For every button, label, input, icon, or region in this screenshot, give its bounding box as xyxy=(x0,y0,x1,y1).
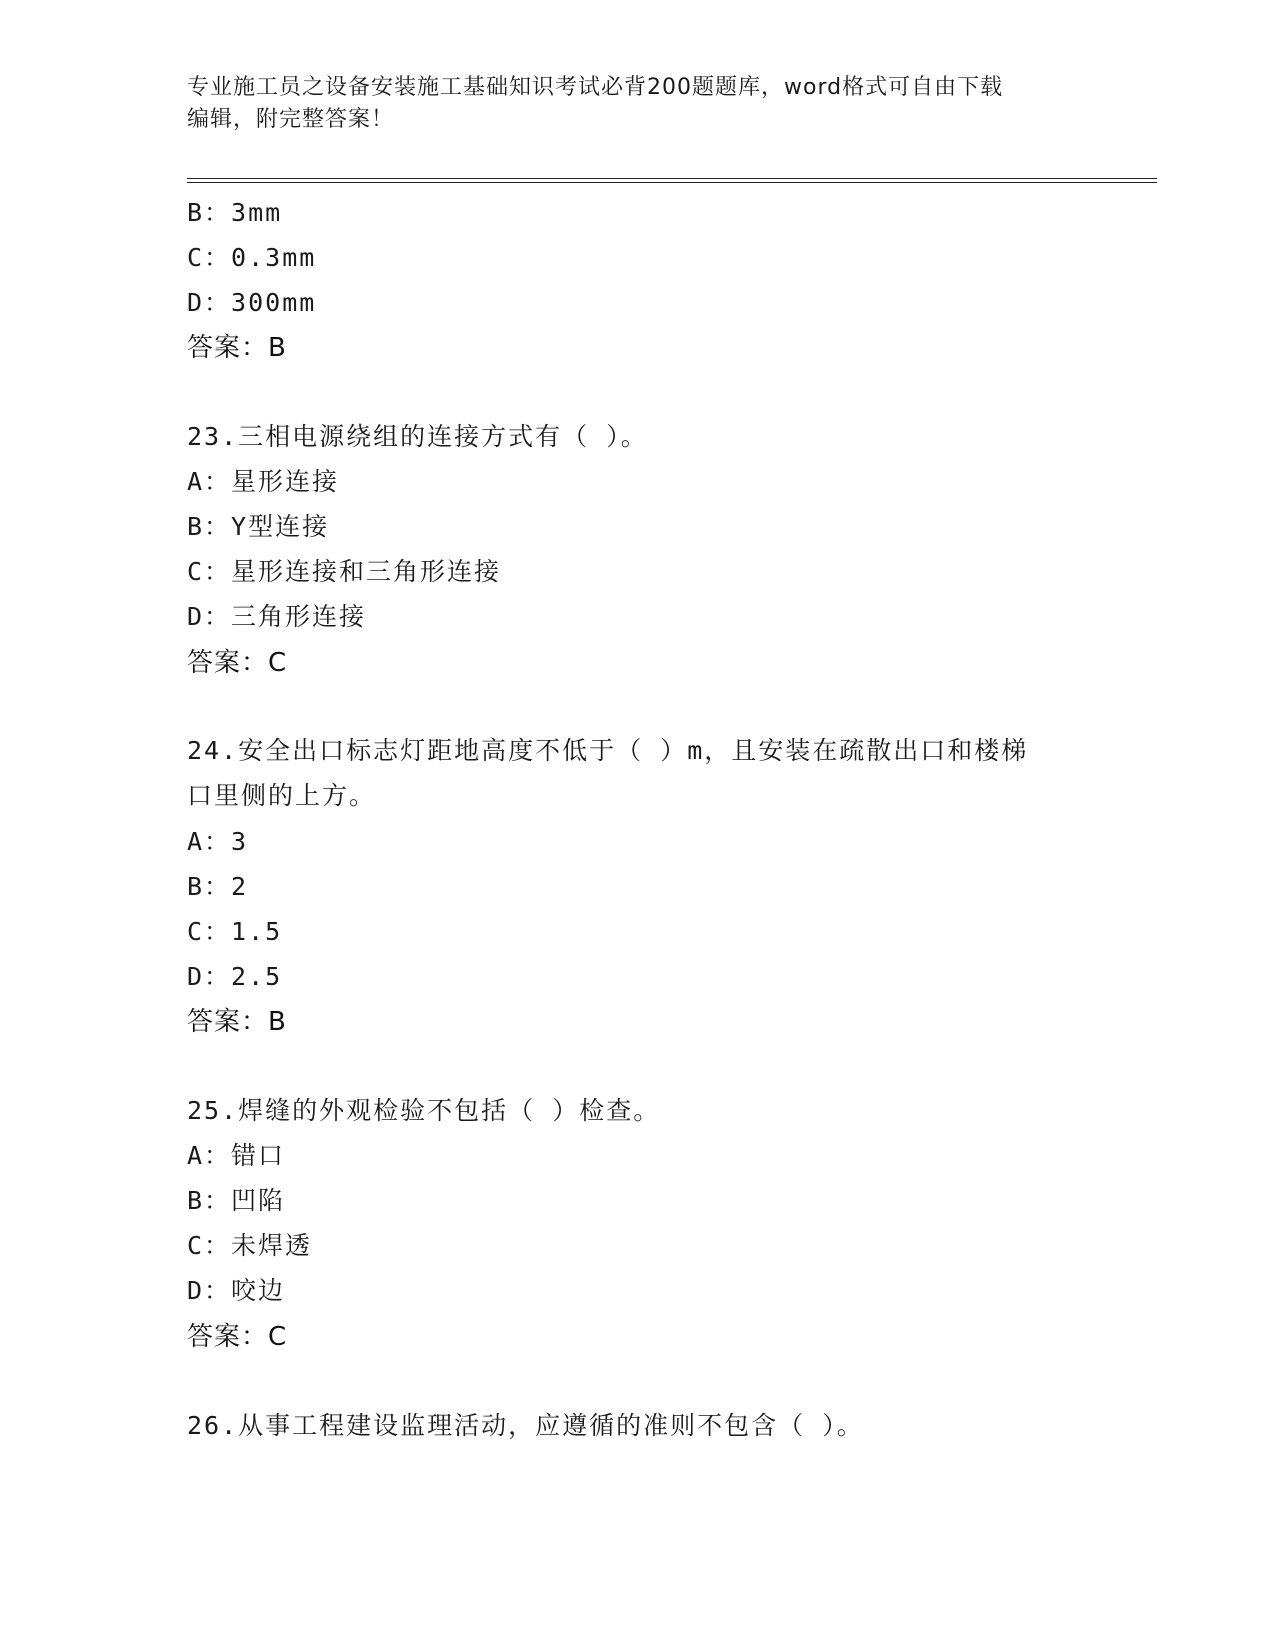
question-24-stem-line-1: 24.安全出口标志灯距地高度不低于（ ）m，且安装在疏散出口和楼梯 xyxy=(187,736,1029,765)
question-24-answer: 答案：B xyxy=(187,1007,287,1037)
question-24-stem-line-2: 口里侧的上方。 xyxy=(187,781,377,810)
option-c: C：0.3mm xyxy=(187,243,317,272)
header-title-line-1: 专业施工员之设备安装施工基础知识考试必背200题题库，word格式可自由下载 xyxy=(187,75,1004,100)
question-25-answer: 答案：C xyxy=(187,1322,288,1352)
header-divider-bottom xyxy=(187,182,1157,183)
question-23-answer: 答案：C xyxy=(187,648,288,678)
question-24-option-a: A：3 xyxy=(187,827,249,856)
option-d: D：300mm xyxy=(187,288,317,317)
header-divider-top xyxy=(187,178,1157,179)
question-25-option-c: C：未焊透 xyxy=(187,1231,313,1260)
question-26-stem: 26.从事工程建设监理活动，应遵循的准则不包含（ ）。 xyxy=(187,1411,864,1440)
question-25-option-b: B：凹陷 xyxy=(187,1186,286,1215)
question-23-option-b: B：Y型连接 xyxy=(187,512,330,541)
question-25-option-d: D：咬边 xyxy=(187,1276,286,1305)
question-24-option-b: B：2 xyxy=(187,872,249,901)
document-header xyxy=(187,72,1087,136)
question-23-option-a: A：星形连接 xyxy=(187,467,340,496)
header-title-line-2: 编辑，附完整答案！ xyxy=(187,107,395,132)
option-b: B：3mm xyxy=(187,198,283,227)
question-24-option-d: D：2.5 xyxy=(187,962,283,991)
question-23-option-c: C：星形连接和三角形连接 xyxy=(187,557,502,586)
question-25-option-a: A：错口 xyxy=(187,1141,286,1170)
question-24-option-c: C：1.5 xyxy=(187,917,283,946)
answer-line: 答案：B xyxy=(187,333,287,363)
question-23-option-d: D：三角形连接 xyxy=(187,602,367,631)
question-25-stem: 25.焊缝的外观检验不包括（ ）检查。 xyxy=(187,1096,661,1125)
question-23-stem: 23.三相电源绕组的连接方式有（ ）。 xyxy=(187,422,648,451)
